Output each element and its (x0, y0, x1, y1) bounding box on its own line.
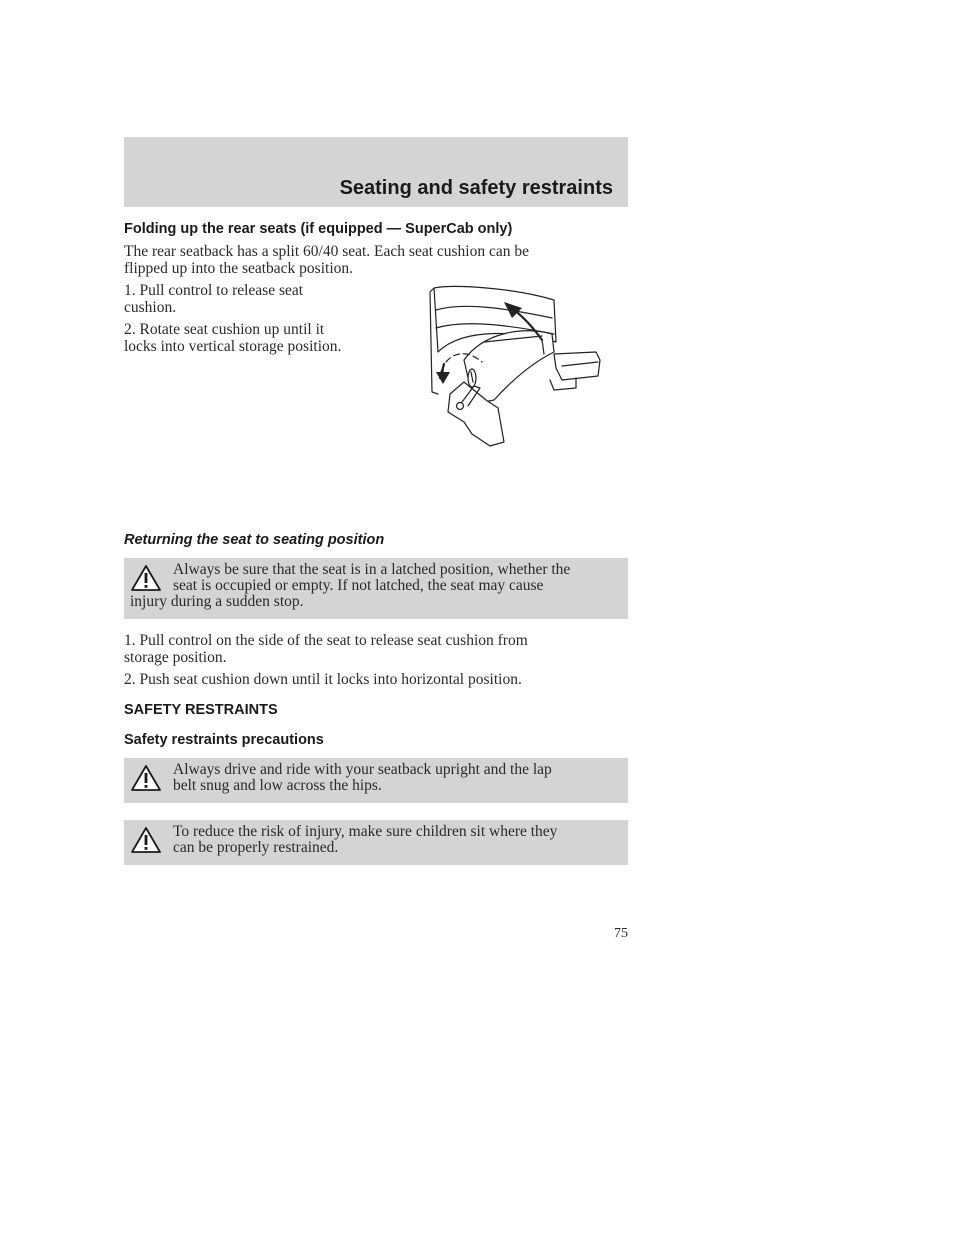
warning-children-line-1: To reduce the risk of injury, make sure children sit where they (173, 823, 558, 840)
warning-seatback-line-2: belt snug and low across the hips. (173, 777, 382, 794)
warning-box-seatback (124, 758, 628, 803)
folding-step2-line-2: locks into vertical storage position. (124, 338, 342, 355)
section-header-band (124, 137, 628, 207)
folding-heading: Folding up the rear seats (if equipped — SuperCab only) (124, 221, 513, 237)
folding-step2-line-1: 2. Rotate seat cushion up until it (124, 321, 325, 338)
folding-step1-line-1: 1. Pull control to release seat (124, 282, 304, 299)
folding-intro-line-2: flipped up into the seatback position. (124, 260, 354, 277)
warning-box-children (124, 820, 628, 865)
returning-step2: 2. Push seat cushion down until it locks into horizontal position. (124, 671, 522, 688)
warning-latched-line-1: Always be sure that the seat is in a latched position, whether the (173, 561, 571, 578)
warning-latched-line-2: seat is occupied or empty. If not latched, the seat may cause (173, 577, 544, 594)
page-number: 75 (614, 926, 628, 941)
folding-step1-line-2: cushion. (124, 299, 177, 316)
folding-intro-line-1: The rear seatback has a split 60/40 seat. Each seat cushion can be (124, 243, 529, 260)
section-title: Seating and safety restraints (339, 177, 613, 199)
warning-children-line-2: can be properly restrained. (173, 839, 339, 856)
returning-step1-line-1: 1. Pull control on the side of the seat to release seat cushion from (124, 632, 528, 649)
rear-seat-fold-illustration (424, 282, 604, 452)
warning-box-latched (124, 558, 628, 619)
warning-latched-line-3: injury during a sudden stop. (130, 593, 304, 610)
safety-restraints-heading: SAFETY RESTRAINTS (124, 702, 278, 718)
returning-step1-line-2: storage position. (124, 649, 227, 666)
returning-heading: Returning the seat to seating position (124, 532, 385, 548)
warning-seatback-line-1: Always drive and ride with your seatback upright and the lap (173, 761, 552, 778)
safety-precautions-subheading: Safety restraints precautions (124, 732, 324, 748)
